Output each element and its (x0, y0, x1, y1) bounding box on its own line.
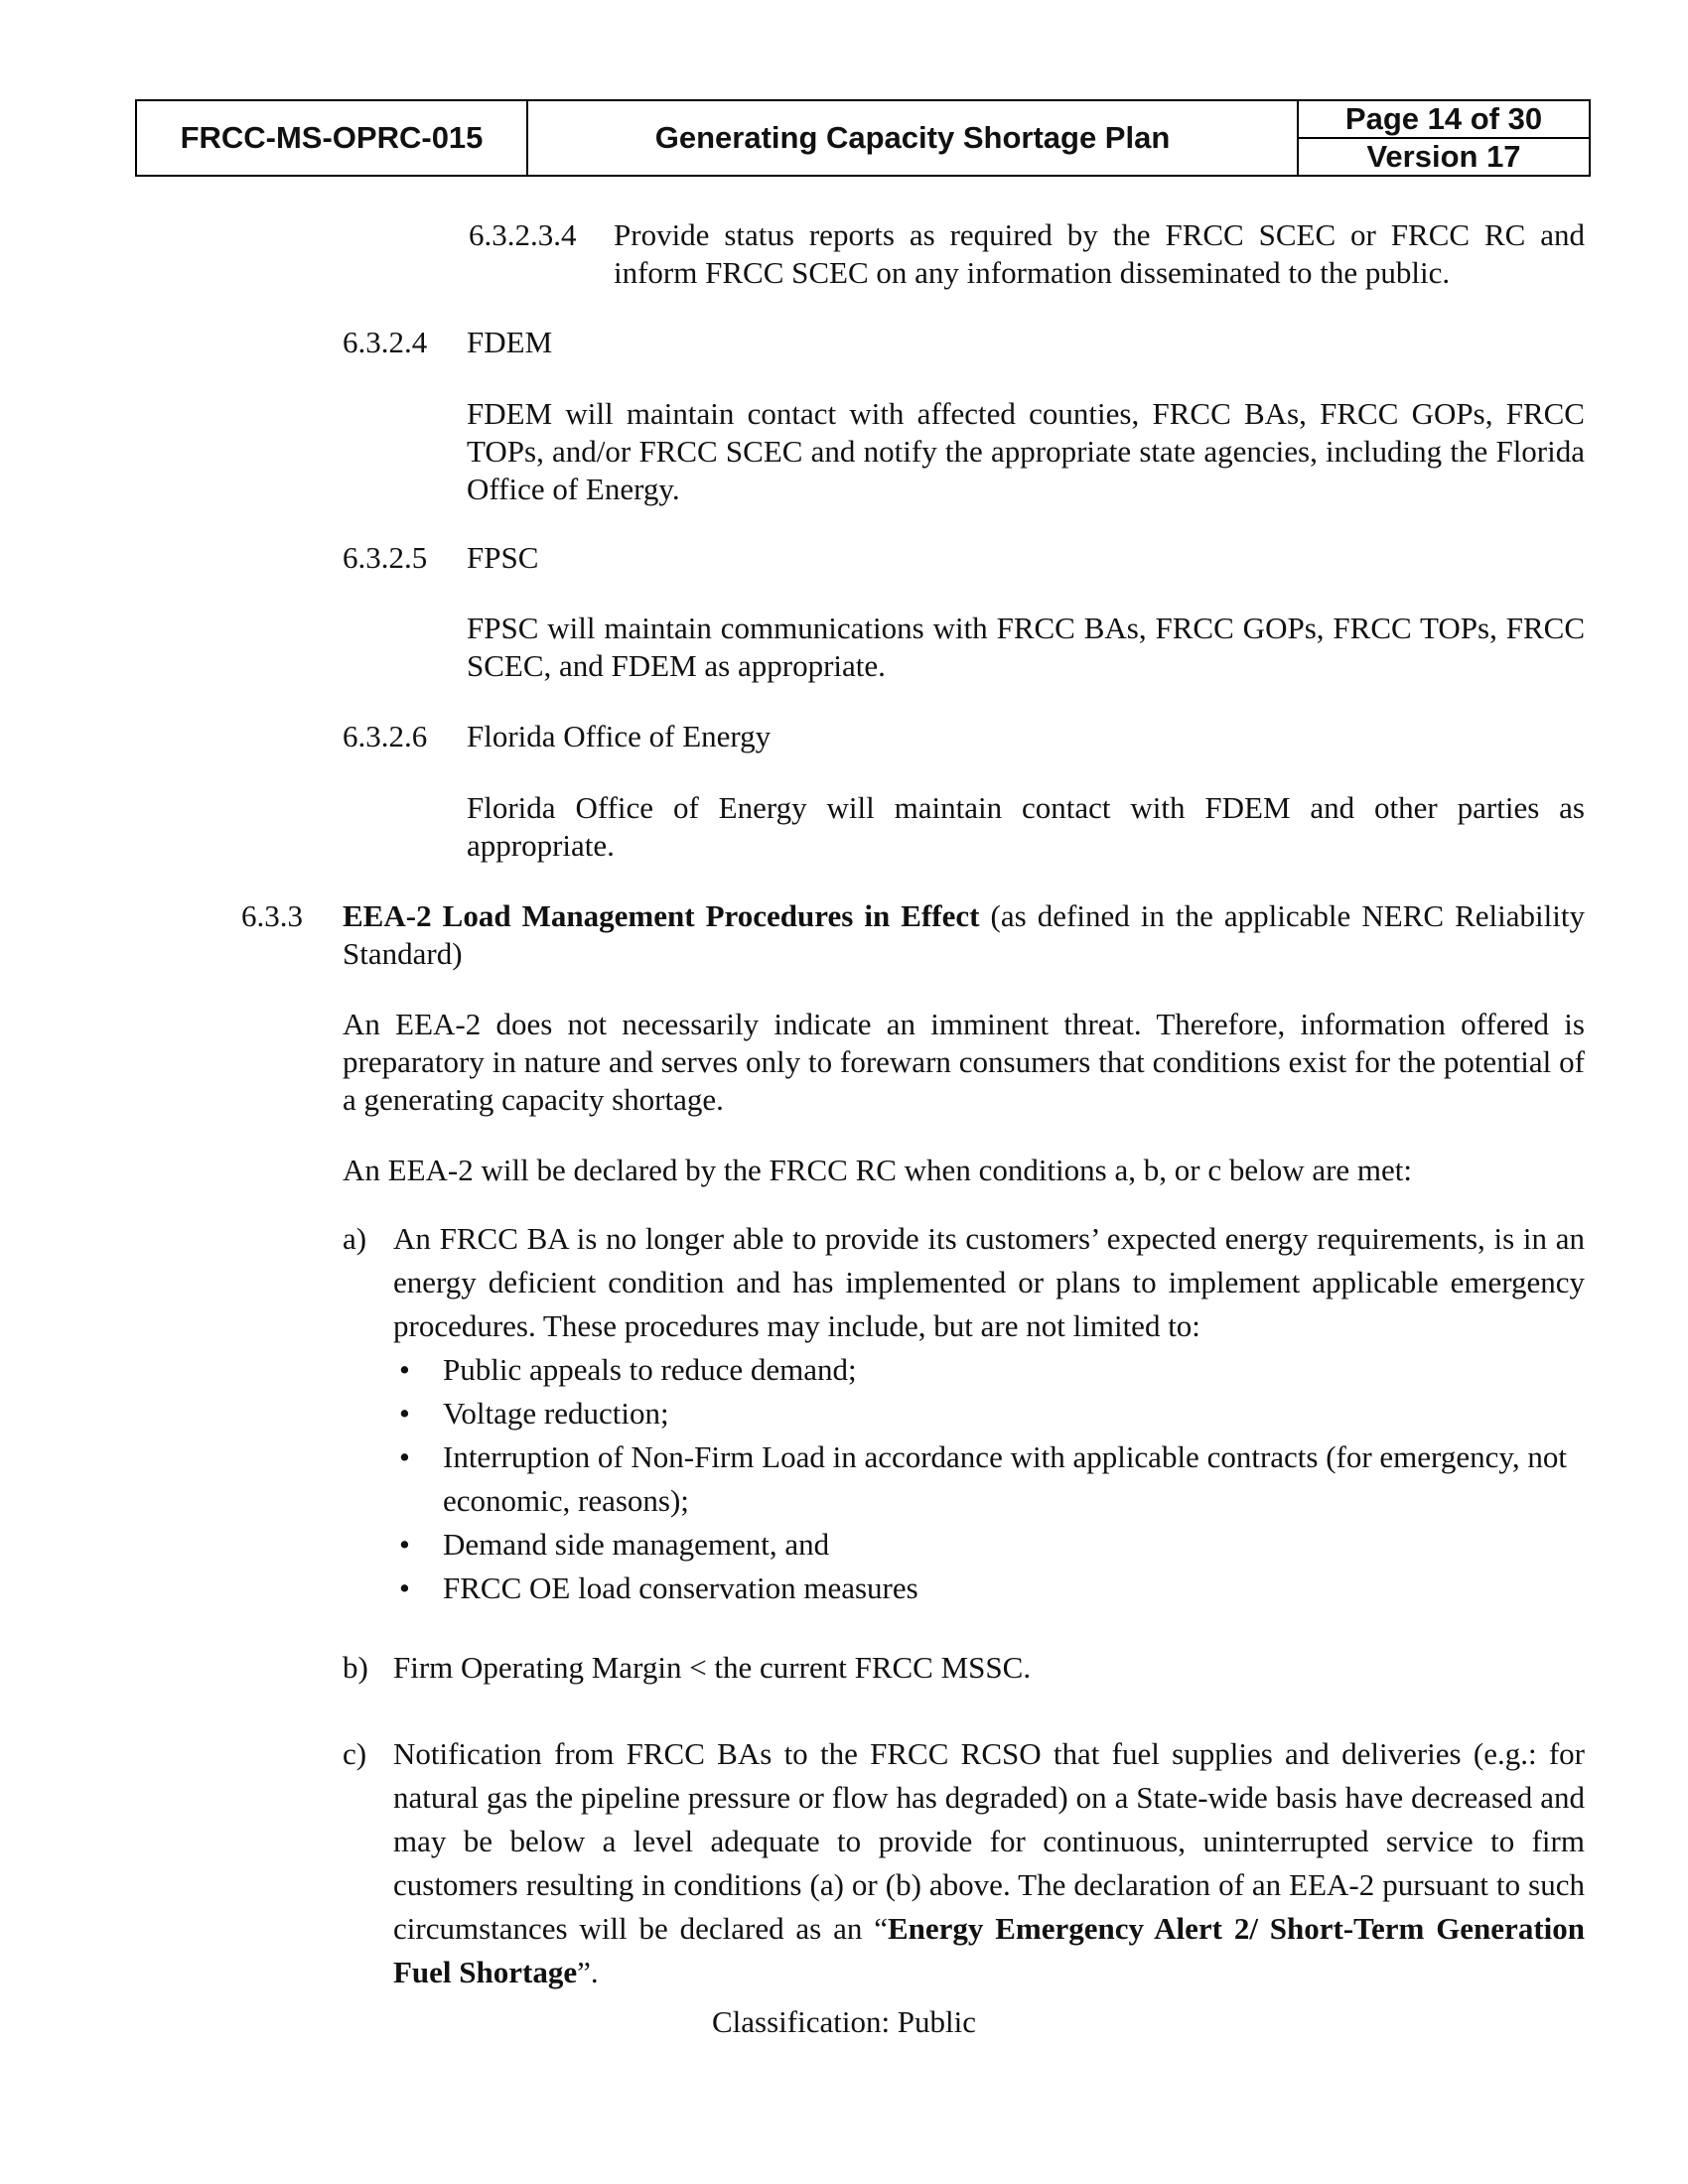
item-c-text-tail: ”. (577, 1955, 599, 1989)
section-title-633-bold: EEA-2 Load Management Procedures in Effect (343, 898, 980, 933)
section-number-63234: 6.3.2.3.4 (469, 217, 577, 252)
section-number-6325: 6.3.2.5 (343, 540, 428, 575)
item-a-bullet-list (393, 1348, 1585, 1610)
doc-title: Generating Capacity Shortage Plan (528, 101, 1299, 175)
item-a-text: An FRCC BA is no longer able to provide its customers’ expected energy requirements, is in an energy deficient condition and has implemented or plans to implement applicable emergency procedures. These procedures may include, but are not limited to: (393, 1221, 1585, 1343)
item-c-label: c) (343, 1736, 367, 1771)
page-number: Page 14 of 30 (1299, 101, 1589, 139)
section-text-6324: FDEM will maintain contact with affected counties, FRCC BAs, FRCC GOPs, FRCC TOPs, and/or FRCC SCEC and notify the appropriate state agencies, including the Florida Office of Energy. (467, 396, 1585, 506)
section-para-633-2: An EEA-2 will be declared by the FRCC RC when conditions a, b, or c below are met: (343, 1153, 1413, 1187)
section-title-6324: FDEM (467, 325, 553, 359)
bullet-item: • Public appeals to reduce demand; (393, 1348, 1585, 1392)
section-number-6326: 6.3.2.6 (343, 719, 428, 753)
bullet-item: • Interruption of Non-Firm Load in accordance with applicable contracts (for emergency, not economic, reasons); (393, 1435, 1585, 1523)
section-number-633: 6.3.3 (241, 898, 303, 933)
doc-id: FRCC-MS-OPRC-015 (137, 101, 528, 175)
item-c-text (393, 1732, 1585, 1994)
section-para-633-1: An EEA-2 does not necessarily indicate an imminent threat. Therefore, information offered is preparatory in nature and serves only to forewarn consumers that conditions exist for the potential of a generating capacity shortage. (343, 1007, 1585, 1117)
item-b-label: b) (343, 1650, 368, 1685)
section-title-6326: Florida Office of Energy (467, 719, 772, 753)
section-title-633-rest: (as defined in the applicable NERC Reliability Standard) (343, 898, 1585, 971)
item-c-text-bold: Energy Emergency Alert 2/ Short-Term Generation Fuel Shortage (393, 1911, 1585, 1989)
item-b-text: Firm Operating Margin < the current FRCC MSSC. (393, 1650, 1032, 1685)
version: Version 17 (1366, 139, 1521, 174)
section-text-6326: Florida Office of Energy will maintain contact with FDEM and other parties as appropriate. (467, 790, 1585, 863)
classification-footer: Classification: Public (711, 2004, 977, 2039)
section-title-6325: FPSC (467, 540, 539, 575)
section-text-6325: FPSC will maintain communications with FRCC BAs, FRCC GOPs, FRCC TOPs, FRCC SCEC, and FDEM as appropriate. (467, 611, 1585, 683)
section-title-633 (343, 897, 1585, 973)
item-a-label: a) (343, 1221, 367, 1256)
section-number-6324: 6.3.2.4 (343, 325, 428, 359)
bullet-item: • Voltage reduction; (393, 1392, 1585, 1435)
document-header (135, 99, 1591, 177)
bullet-item: • FRCC OE load conservation measures (393, 1567, 1585, 1610)
item-c-text-main: Notification from FRCC BAs to the FRCC RCSO that fuel supplies and deliveries (e.g.: for natural gas the pipeline pressure or flow has degraded) on a State-wide basis have decreased and may be below a level adequate to provide for continuous, uninterrupted service to firm customers resulting in conditions (a) or (b) above. The declaration of an EEA-2 pursuant to such circumstances will be declared as an “ (393, 1736, 1585, 1946)
section-text-63234: Provide status reports as required by the FRCC SCEC or FRCC RC and inform FRCC SCEC on any information disseminated to the public. (614, 217, 1585, 290)
page-version-cell (1299, 101, 1589, 175)
bullet-item: • Demand side management, and (393, 1523, 1585, 1567)
